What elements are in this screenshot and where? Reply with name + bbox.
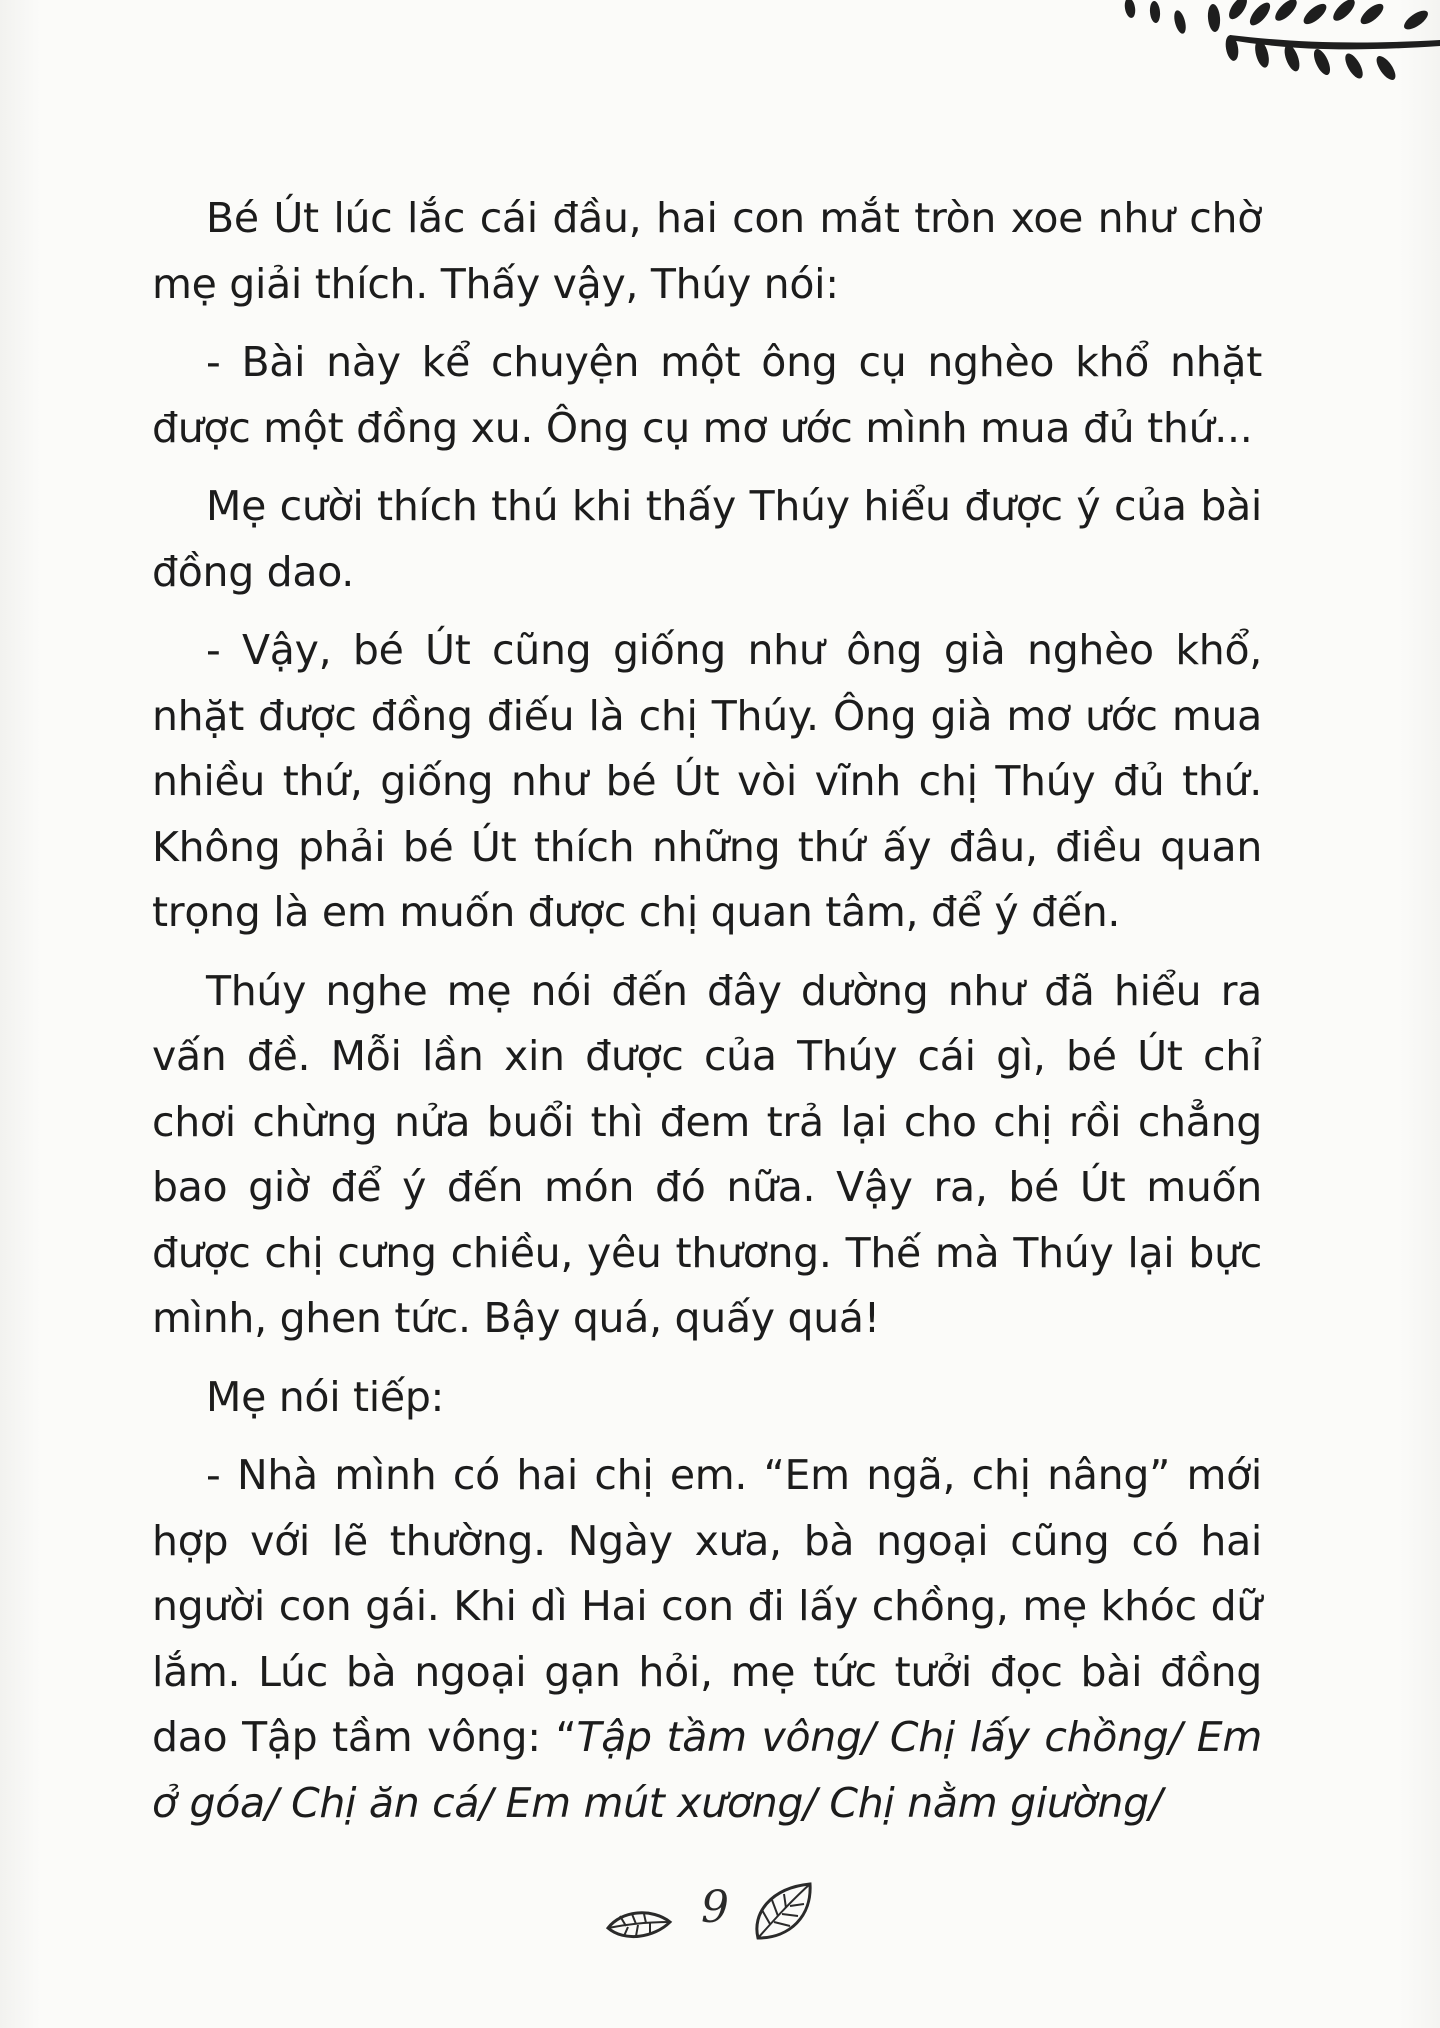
- story-text: [152, 186, 1262, 1849]
- page-number: 9: [701, 1882, 729, 1933]
- paragraph: Bé Út lúc lắc cái đầu, hai con mắt tròn xoe như chờ mẹ giải thích. Thấy vậy, Thúy nói:: [152, 194, 1262, 308]
- leaf-icon: [750, 1880, 816, 1944]
- paragraph: Mẹ cười thích thú khi thấy Thúy hiểu được ý của bài đồng dao.: [152, 482, 1262, 596]
- paragraph: - Vậy, bé Út cũng giống như ông già nghèo khổ, nhặt được đồng điếu là chị Thúy. Ông già mơ ước mua nhiều thứ, giống như bé Út vòi vĩnh chị Thúy đủ thứ. Không phải bé Út thích những thứ ấy đâu, điều quan trọng là em muốn được chị quan tâm, để ý đến.: [152, 626, 1262, 936]
- poem-quote-italic: Tập tầm vông/ Chị lấy chồng/ Em ở góa/ Chị ăn cá/ Em mút xương/ Chị nằm giường/: [152, 1713, 1263, 1827]
- branch-decoration-icon: [1110, 0, 1440, 110]
- paragraph-text: - Nhà mình có hai chị em. “Em ngã, chị nâng” mới hợp với lẽ thường. Ngày xưa, bà ngoại cũng có hai người con gái. Khi dì Hai con đi lấy chồng, mẹ khóc dữ lắm. Lúc bà ngoại gạn hỏi, mẹ tức tưởi đọc bài đồng dao Tập tầm vông: “: [152, 1451, 1262, 1761]
- leaf-icon: [604, 1902, 674, 1946]
- paragraph: Mẹ nói tiếp:: [206, 1372, 445, 1421]
- page-footer: [0, 1880, 1440, 1970]
- paragraph: - Bài này kể chuyện một ông cụ nghèo khổ nhặt được một đồng xu. Ông cụ mơ ước mình mua đủ thứ...: [152, 338, 1262, 452]
- paragraph: Thúy nghe mẹ nói đến đây dường như đã hiểu ra vấn đề. Mỗi lần xin được của Thúy cái gì, bé Út chỉ chơi chừng nửa buổi thì đem trả lại cho chị rồi chẳng bao giờ để ý đến món đó nữa. Vậy ra, bé Út muốn được chị cưng chiều, yêu thương. Thế mà Thúy lại bực mình, ghen tức. Bậy quá, quấy quá!: [152, 966, 1262, 1342]
- paragraph-with-quote: [152, 1443, 1262, 1836]
